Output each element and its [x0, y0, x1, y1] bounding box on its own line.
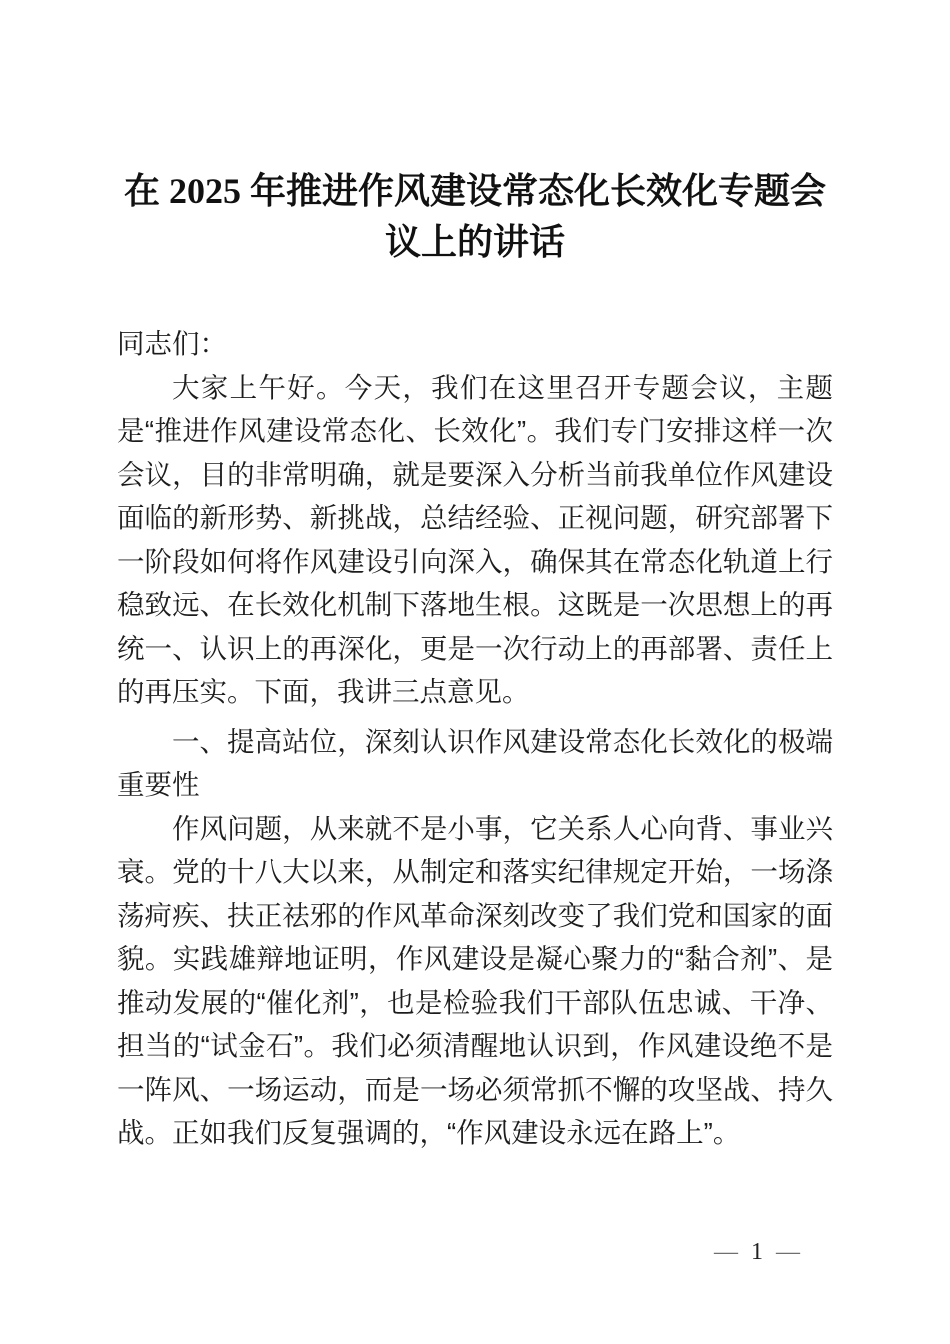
- paragraph-section-1: 作风问题，从来就不是小事，它关系人心向背、事业兴衰。党的十八大以来，从制定和落实纪律规定开始，一场涤荡疴疾、扶正祛邪的作风革命深刻改变了我们党和国家的面貌。实践雄辩地证明，作风建设是凝心聚力的“黏合剂”、是推动发展的“催化剂”，也是检验我们干部队伍忠诚、干净、担当的“试金石”。我们必须清醒地认识到，作风建设绝不是一阵风、一场运动，而是一场必须常抓不懈的攻坚战、持久战。正如我们反复强调的，“作风建设永远在路上”。: [117, 812, 833, 1148]
- document-body: [117, 322, 833, 1155]
- page-number-value: 1: [751, 1239, 763, 1265]
- document-content: [117, 0, 833, 1155]
- section-heading-1: 一、提高站位，深刻认识作风建设常态化长效化的极端重要性: [117, 725, 833, 800]
- salutation: 同志们：: [117, 328, 227, 359]
- page-number: [714, 1238, 800, 1266]
- paragraph-opening: 大家上午好。今天，我们在这里召开专题会议，主题是“推进作风建设常态化、长效化”。我们专门安排这样一次会议，目的非常明确，就是要深入分析当前我单位作风建设面临的新形势、新挑战，总结经验、正视问题，研究部署下一阶段如何将作风建设引向深入，确保其在常态化轨道上行稳致远、在长效化机制下落地生根。这既是一次思想上的再统一、认识上的再深化，更是一次行动上的再部署、责任上的再压实。下面，我讲三点意见。: [117, 371, 833, 707]
- page-number-dash-right: —: [776, 1239, 800, 1265]
- document-title: 在 2025 年推进作风建设常态化长效化专题会议上的讲话: [123, 171, 826, 262]
- page-number-dash-left: —: [714, 1239, 738, 1265]
